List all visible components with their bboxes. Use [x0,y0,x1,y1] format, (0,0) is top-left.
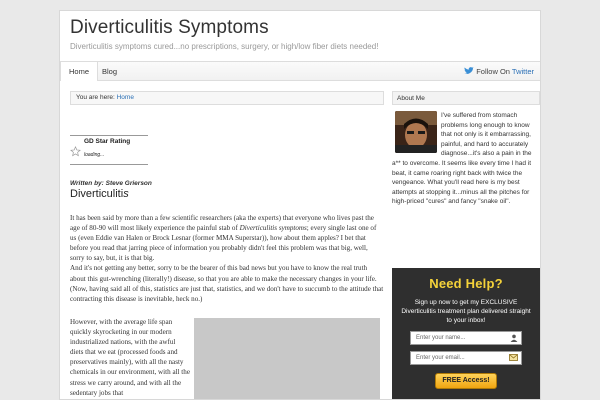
breadcrumb [70,91,384,105]
paragraph-1-text-b: ; every single last one of us (even Eddie van Halen or Brock Lesnar (former MMA Superstar)), how about them apples? I bet that before you read that jarring piece of information you probably didn't feel this problem was that big, well, sorry to say, but, it is that big. [70,224,377,263]
twitter-link[interactable]: Twitter [511,67,534,76]
email-input[interactable] [410,351,522,365]
page [59,10,541,400]
email-input-placeholder: Enter your email... [416,355,465,362]
optin-heading: Need Help? [429,276,503,291]
about-text: I've suffered from stomach problems long enough to know that not only is it embarrassing, painful, and hard to accurately diagnose...it's also a pain in the a** to overcome. It seems like every time I had it beat, it came roaring right back with twice the vengeance. What you'll read here is my best attempts at stopping it...minus all the pitches for high-priced "cures" and fancy "snake oil". [392,112,532,206]
rating-divider-bottom [70,164,148,165]
name-input-placeholder: Enter your name... [416,335,466,342]
envelope-icon [509,354,518,366]
site-title[interactable]: Diverticulitis Symptoms [70,17,269,38]
rating-title: GD Star Rating [84,138,131,145]
author-photo [395,111,437,153]
main-nav [60,61,540,81]
post-author: Written by: Steve Grierson [70,180,152,187]
breadcrumb-home-link[interactable]: Home [116,94,134,101]
optin-box [392,268,540,400]
about-widget-title: About Me [392,91,540,105]
name-input[interactable] [410,331,522,345]
paragraph-1-emphasis: Diverticulitis symptoms [239,224,307,233]
breadcrumb-prefix: You are here: [76,94,115,101]
nav-item-home[interactable]: Home [60,62,98,81]
user-icon [510,334,518,347]
rating-status: loading... [84,152,105,158]
free-access-button[interactable]: FREE Access! [435,373,497,389]
post-body [70,213,384,304]
nav-item-blog[interactable]: Blog [102,67,118,76]
paragraph-1-text-a: It has been said by more than a few scientific researchers (aka the experts) that everyone who lives past the age of 80-90 will most likely experience the painful stab of [70,214,374,233]
twitter-bird-icon [464,63,474,82]
twitter-follow[interactable] [464,62,534,81]
post-title-main: Diverticuliti [70,188,124,200]
sidebar [392,91,540,400]
about-widget [392,111,540,207]
star-rating-widget [70,135,148,165]
video-placeholder[interactable] [194,318,380,400]
main-content [70,91,384,400]
paragraph-1 [70,213,384,263]
star-icon[interactable] [70,144,81,162]
paragraph-3: However, with the average life span quickly skyrocketing in our modern industrialized nations, with the awful diets that we eat (processed foods and preservatives mainly), with all the nasty chemicals in our environment, with all the stress we carry around, and with all the sedentary jobs that [70,318,190,397]
optin-description: Sign up now to get my EXCLUSIVE Diverticulitis treatment plan delivered straight to your inbox! [401,299,531,324]
post-title-italic: s [123,188,129,200]
post-title [70,188,129,200]
paragraph-2: And it's not getting any better, sorry to be the bearer of this bad news but you have to know the real truth about this gut-wrenching (literally!) disease, so that you are able to make the necessary changes in your life. (Now, having said all of this, statistics are just that, statistics, and we don't have to succumb to the attitude that contracting this disease is inevitable, heck no.) [70,264,384,303]
site-header [60,11,540,61]
site-description: Diverticulitis symptoms cured...no prescriptions, surgery, or high/low fiber diets needed! [70,42,379,51]
twitter-prefix: Follow On [476,67,510,76]
